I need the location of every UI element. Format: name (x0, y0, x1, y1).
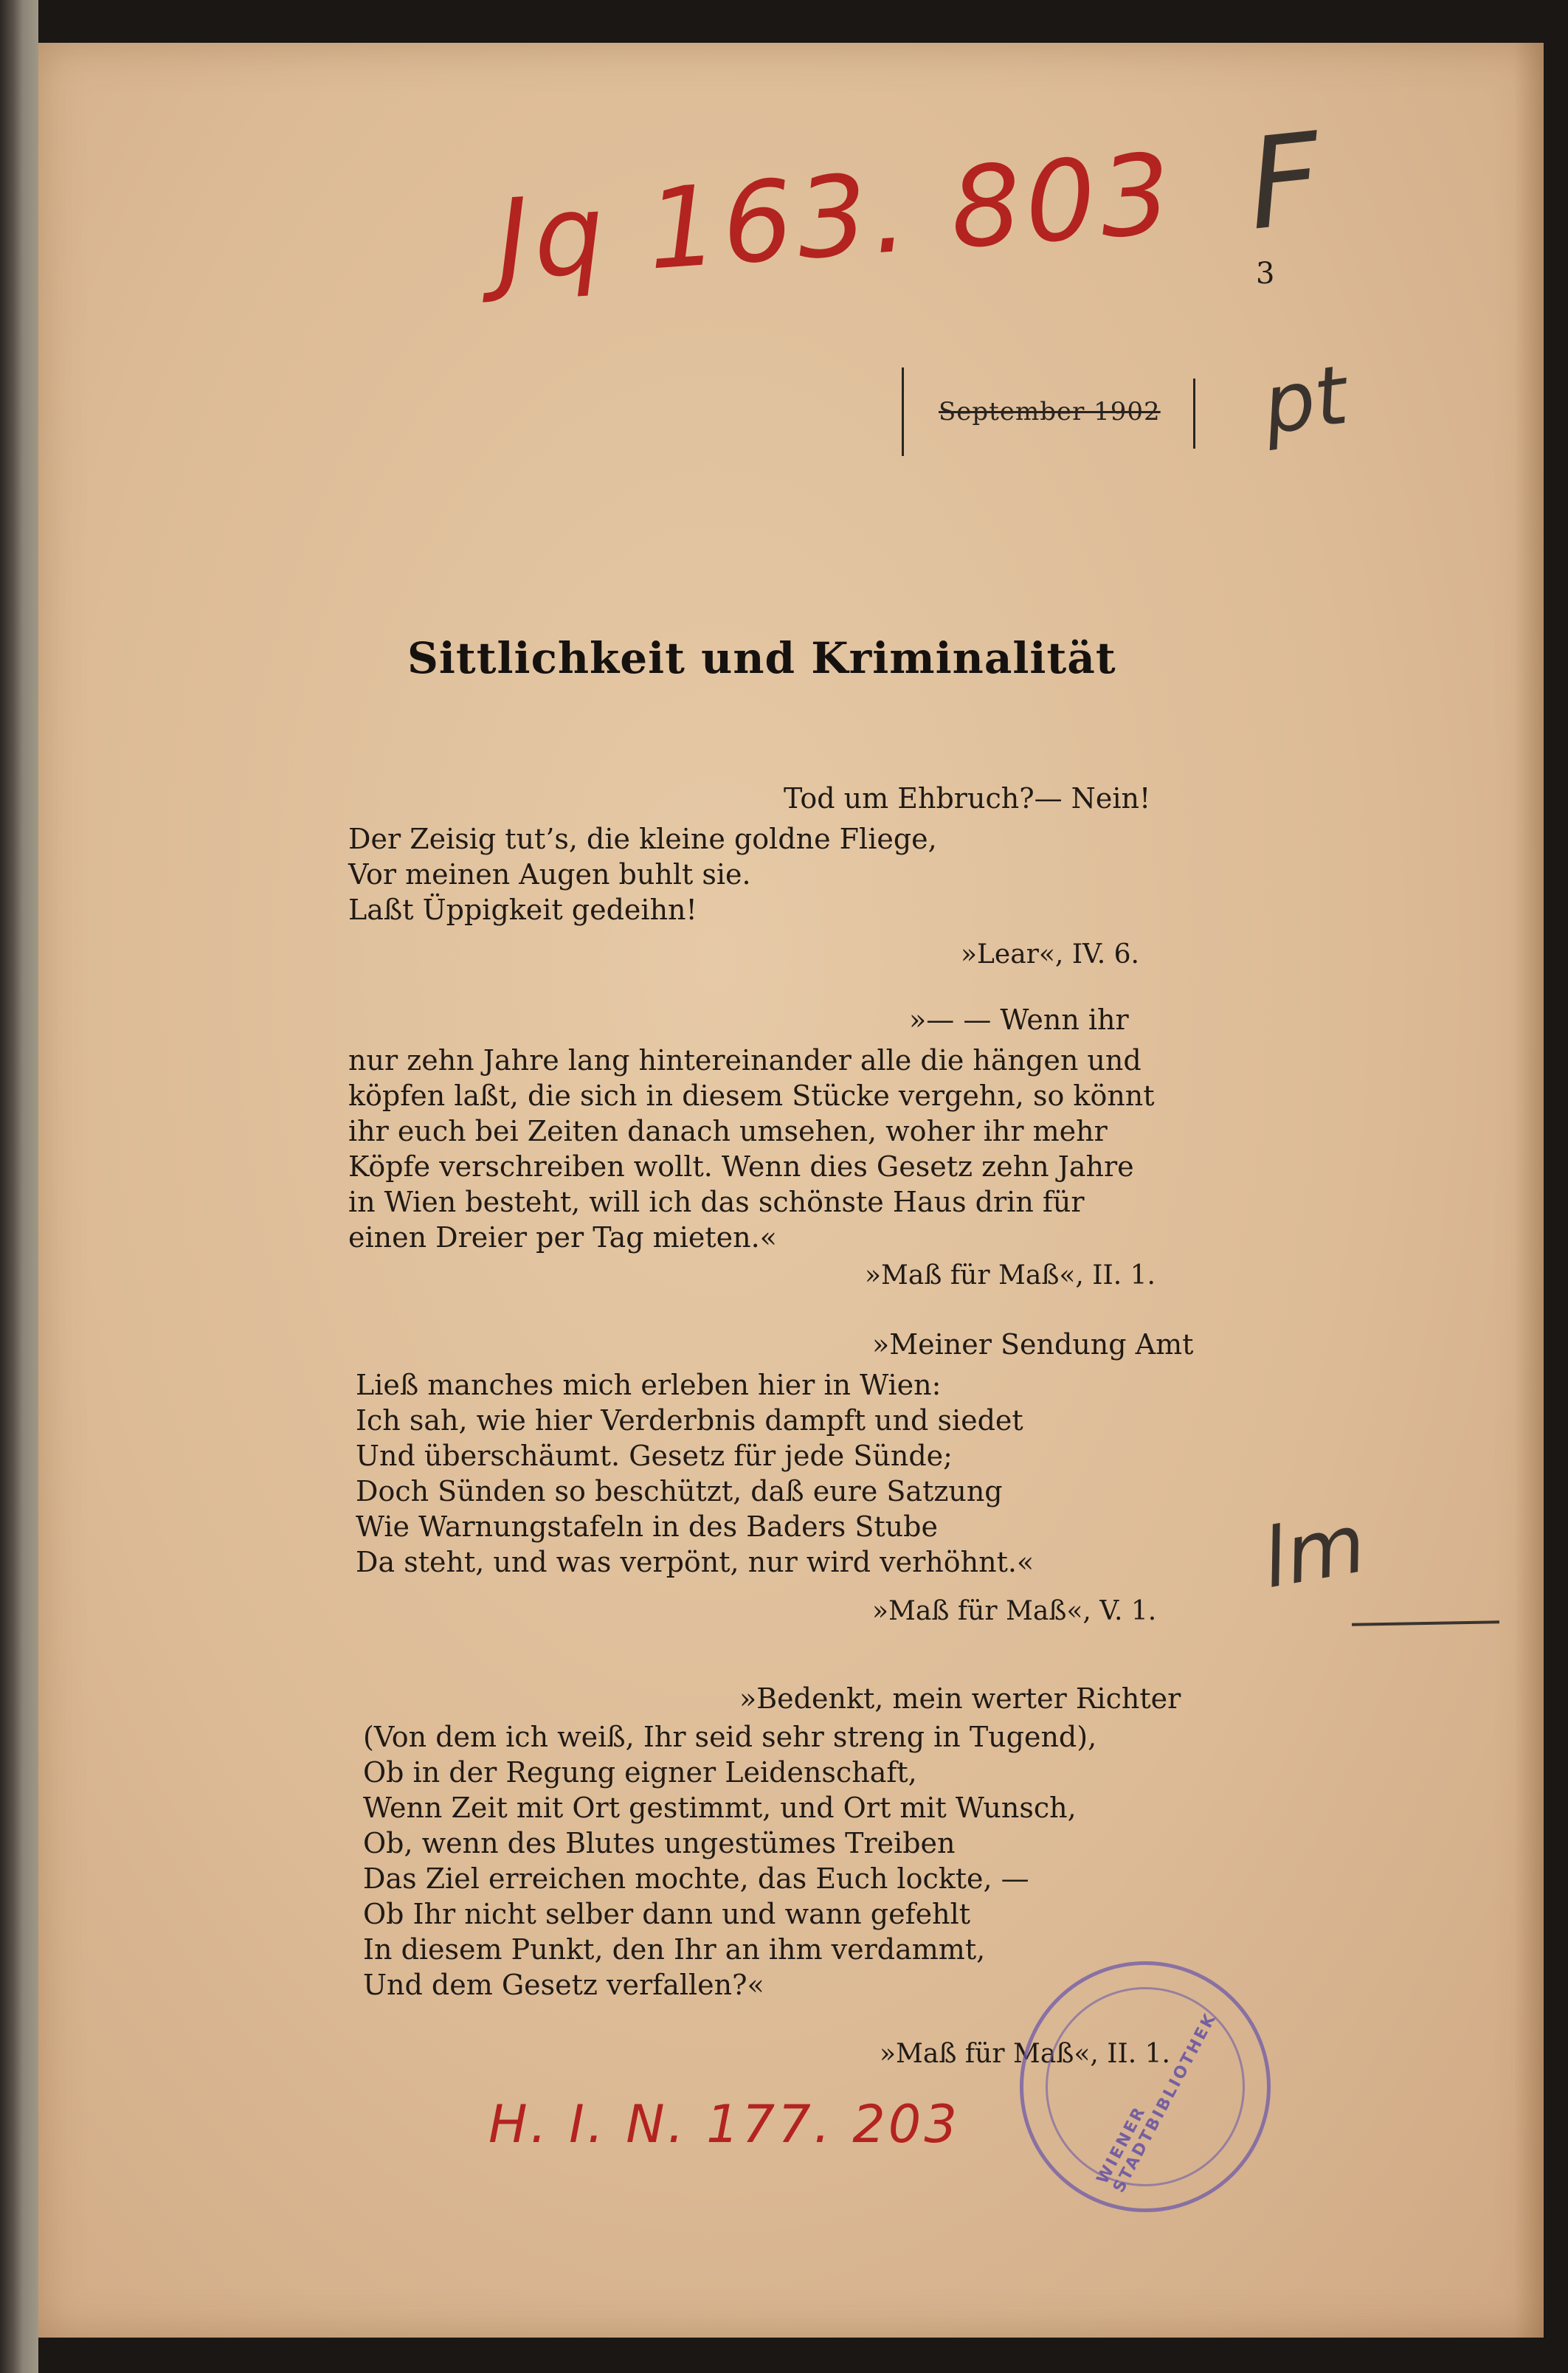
margin-note: lm (1255, 1496, 1372, 1606)
quote-2-line: nur zehn Jahre lang hintereinander alle die hängen und (348, 1044, 1142, 1077)
quote-4-line: (Von dem ich weiß, Ihr seid sehr streng in Tugend), (363, 1721, 1097, 1753)
quote-3-line: Und überschäumt. Gesetz für jede Sünde; (356, 1440, 953, 1472)
quote-3-line: Doch Sünden so beschützt, daß eure Satzung (356, 1475, 1003, 1507)
quote-2-line: köpfen laßt, die sich in diesem Stücke vergehn, so könnt (348, 1080, 1155, 1112)
quote-3-source: »Maß für Maß«, V. 1. (872, 1596, 1157, 1626)
quote-4-line: Wenn Zeit mit Ort gestimmt, und Ort mit Wunsch, (363, 1792, 1077, 1824)
date-bracket-right (1193, 379, 1195, 449)
pencil-underline (1352, 1620, 1499, 1626)
quote-2-line: einen Dreier per Tag mieten.« (348, 1221, 777, 1254)
quote-4-lead: »Bedenkt, mein werter Richter (739, 1682, 1181, 1715)
page-edge (1514, 43, 1544, 2338)
quote-4-line: Das Ziel erreichen mochte, das Euch lockte, — (363, 1862, 1029, 1895)
quote-4-source: »Maß für Maß«, II. 1. (880, 2039, 1170, 2069)
quote-3-line: Ich sah, wie hier Verderbnis dampft und siedet (356, 1404, 1023, 1437)
quote-4-line: Ob, wenn des Blutes ungestümes Treiben (363, 1827, 956, 1859)
quote-1-line: Laßt Üppigkeit gedeihn! (348, 894, 697, 926)
quote-2-line: in Wien besteht, will ich das schönste Haus drin für (348, 1186, 1085, 1218)
page-number: 3 (1256, 257, 1275, 291)
library-stamp (1020, 1961, 1271, 2212)
quote-2-line: ihr euch bei Zeiten danach umsehen, woher ihr mehr (348, 1115, 1108, 1147)
shelfmark-suffix: F (1240, 106, 1328, 259)
quote-1-lead: Tod um Ehbruch?— Nein! (784, 782, 1151, 815)
quote-1-line: Der Zeisig tut’s, die kleine goldne Fliege, (348, 823, 937, 855)
quote-1-line: Vor meinen Augen buhlt sie. (348, 858, 751, 891)
quote-3-line: Ließ manches mich erleben hier in Wien: (356, 1369, 942, 1401)
quote-2-lead: »— — Wenn ihr (909, 1004, 1129, 1036)
quote-2-line: Köpfe verschreiben wollt. Wenn dies Gesetz zehn Jahre (348, 1150, 1134, 1183)
quote-3-lead: »Meiner Sendung Amt (872, 1328, 1194, 1361)
quote-3-line: Wie Warnungstafeln in des Baders Stube (356, 1510, 938, 1543)
quote-4-line: In diesem Punkt, den Ihr an ihm verdammt, (363, 1933, 986, 1966)
article-title: Sittlichkeit und Kriminalität (407, 633, 1116, 683)
quote-4-line: Und dem Gesetz verfallen?« (363, 1969, 764, 2001)
lower-shelfmark: H. I. N. 177. 203 (488, 2094, 960, 2155)
quote-2-source: »Maß für Maß«, II. 1. (865, 1260, 1156, 1291)
book-spine (0, 0, 38, 2373)
pencil-mark: pt (1257, 347, 1353, 453)
issue-date: September 1902 (939, 397, 1161, 426)
quote-4-line: Ob in der Regung eigner Leidenschaft, (363, 1756, 917, 1789)
quote-4-line: Ob Ihr nicht selber dann und wann gefehlt (363, 1898, 971, 1930)
document-page (38, 43, 1544, 2338)
stamp-text: WIENER STADTBIBLIOTHEK (1093, 2009, 1220, 2196)
shelfmark-handwritten: Jq 163. 803 (492, 130, 1180, 305)
quote-1-source: »Lear«, IV. 6. (961, 939, 1139, 970)
date-bracket-left (902, 367, 904, 456)
quote-3-line: Da steht, und was verpönt, nur wird verhöhnt.« (356, 1546, 1035, 1578)
